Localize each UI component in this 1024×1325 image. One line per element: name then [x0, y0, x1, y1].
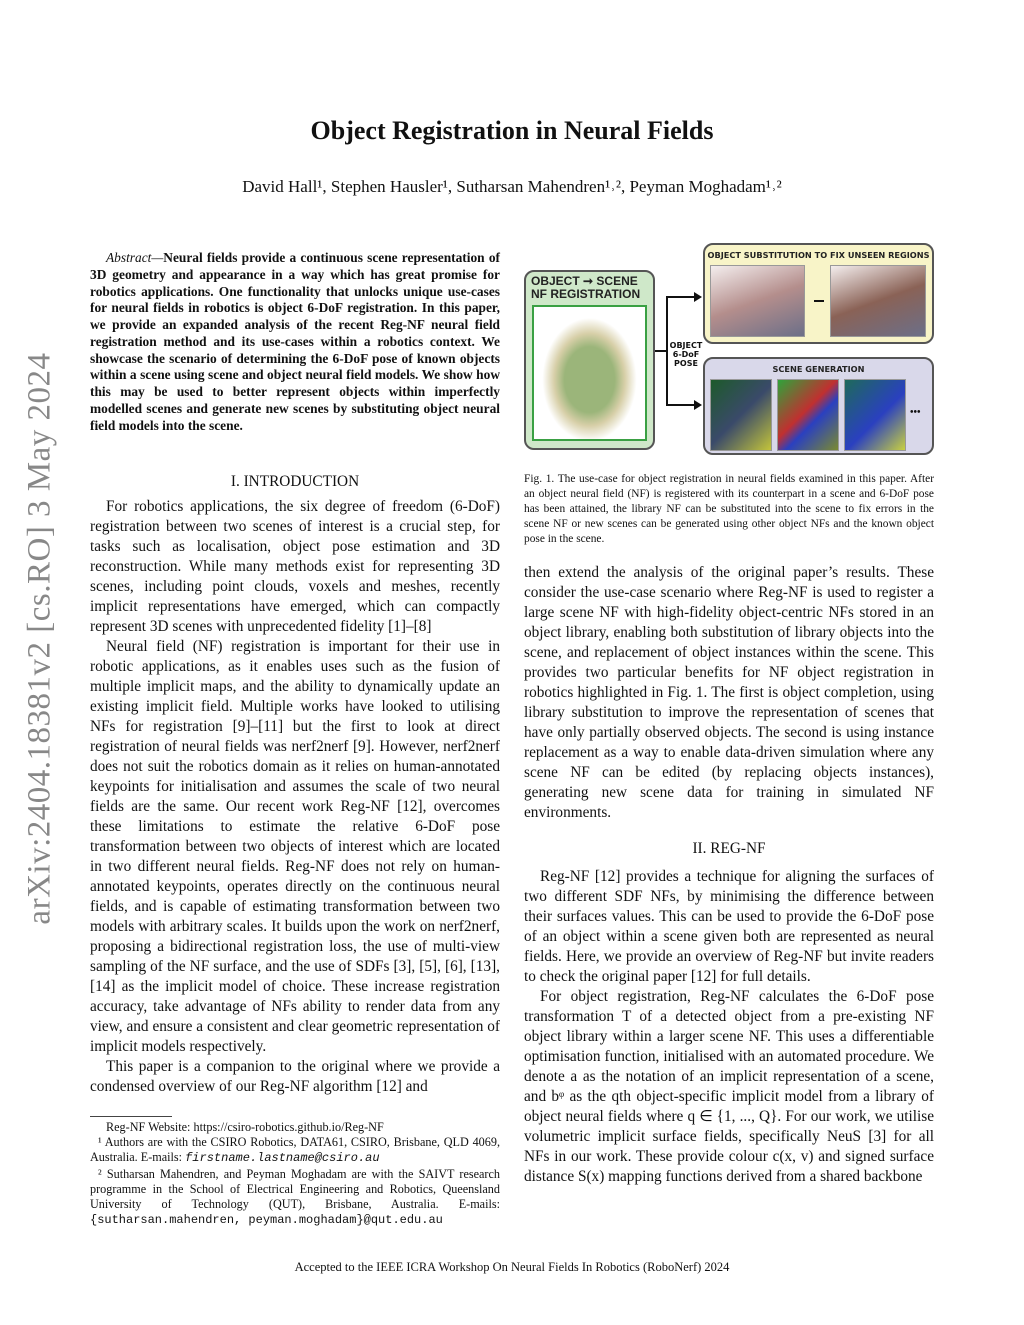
paper-title: Object Registration in Neural Fields	[310, 116, 714, 145]
pose-label: OBJECT 6-DoF POSE	[669, 341, 703, 368]
footnote-website: Reg-NF Website: https://csiro-robotics.github.io/Reg-NF	[106, 1120, 384, 1134]
paragraph: This paper is a companion to the original where we provide a condensed overview of our Reg-NF algorithm [12] and	[90, 1058, 500, 1095]
scene-image	[777, 379, 839, 451]
arrow-icon	[814, 300, 824, 302]
scene-image	[710, 379, 772, 451]
section-heading: I. INTRODUCTION	[230, 473, 360, 490]
page-footer: Accepted to the IEEE ICRA Workshop On Neural Fields In Robotics (RoboNerf) 2024	[294, 1260, 730, 1274]
paragraph: then extend the analysis of the original paper’s results. These consider the use-case scenario where Reg-NF is used to register a large scene NF with high-fidelity object-centric NFs stored in an object library, enabling both substitution of library objects into the scene, and replacement of object instances within the scene. This provides two particular benefits for NF object registration in robotics highlighted in Fig. 1. The first is object completion, using library substitution to improve the representation of scenes that have only partially observed objects. The second is using instance replacement as a way to enable data-driven simulation where any scene NF can be edited (by replacing objects instances), generating new scene data for training in simulated NF environments.	[524, 564, 934, 821]
email: firstname.lastname@csiro.au	[185, 1151, 380, 1166]
section-heading: II. REG-NF	[692, 840, 766, 857]
abstract	[90, 250, 500, 434]
ellipsis: •••	[910, 407, 921, 418]
right-column	[524, 563, 934, 1187]
figure-caption: Fig. 1. The use-case for object registration in neural fields examined in this paper. After an object neural field (NF) is registered with its counterpart in a scene and 6-DoF pose has been attained, the library NF can be substituted into the scene to fix errors in the scene NF or new scenes can be generated using other object NFs and the known object pose in the scene.	[524, 473, 934, 545]
paragraph: Reg-NF [12] provides a technique for aligning the surfaces of two different SDF NFs, by minimising the difference between their surfaces values. This can be used to provide the 6-DoF pose of an object within a scene given both are represented as neural fields. Here, we provide an overview of Reg-NF but invite readers to check the original paper [12] for full details.	[524, 868, 934, 985]
paragraph: For robotics applications, the six degree of freedom (6-DoF) registration between two scenes of interest is a crucial step, for tasks such as localisation, object pose estimation and 3D reconstruction. While many methods exist for representing 3D scenes, including point clouds, voxels and meshes, recently implicit representations have emerged, which can compactly represent 3D scenes with unprecedented fidelity [1]–[8]	[90, 498, 500, 635]
footnote-1: ¹ Authors are with the CSIRO Robotics, DATA61, CSIRO, Brisbane, QLD 4069, Australia. E-mails: firstname.lastname@csiro.au	[90, 1135, 500, 1166]
arrow-icon	[666, 404, 696, 406]
paragraph: For object registration, Reg-NF calculates the 6-DoF pose transformation T of a detected object from a pre-existing NF object library within a larger scene NF. This uses a differentiable optimisation function, initialised with an automated procedure. We denote a as the notation of an implicit representation of a scene, and bᵠ as the qth object-specific implicit model from a library of object neural fields where q ∈ {1, ..., Q}. For our work, we utilise volumetric implicit surface fields, specifically NeuS [3] for all NFs in our work. These provide colour c(x, v) and signed surface distance S(x) mapping functions derived from a shared backbone	[524, 988, 934, 1185]
arrowhead-icon	[694, 400, 702, 410]
arrowhead-icon	[694, 292, 702, 302]
registration-panel	[524, 270, 655, 450]
generation-panel: SCENE GENERATION •••	[703, 357, 934, 455]
author-list: David Hall¹, Stephen Hausler¹, Sutharsan Mahendren¹˒², Peyman Moghadam¹˒²	[242, 177, 782, 196]
arxiv-identifier: arXiv:2404.18381v2 [cs.RO] 3 May 2024	[21, 352, 58, 925]
arrow-icon	[666, 296, 696, 298]
footnotes	[90, 1120, 500, 1228]
footnote-2: ² Sutharsan Mahendren, and Peyman Moghadam are with the SAIVT research programme in the School of Electrical Engineering and Robotics, Queensland University of Technology (QUT), Brisbane, Australia. E-mails: {sutharsan.mahendren, peyman.moghadam}@qut.edu.au	[90, 1166, 500, 1228]
scene-image	[830, 265, 926, 337]
scene-image	[844, 379, 906, 451]
scene-image	[710, 265, 805, 337]
abstract-text: Neural fields provide a continuous scene representation of 3D geometry and appearance in a way which has great promise for robotics applications. One functionality that unlocks unique use-cases for neural fields in robotics is object 6-DoF registration. In this paper, we provide an expanded analysis of the recent Reg-NF neural field registration method and its use-cases within a robotics context. We showcase the scenario of determining the 6-DoF pose of known objects within a scene using scene and object neural field models. We show how this may be used to better represent objects within imperfectly modelled scenes and generate new scenes by substituting object neural field models into the scene.	[90, 250, 500, 433]
substitution-panel: OBJECT SUBSTITUTION TO FIX UNSEEN REGIONS	[703, 243, 934, 344]
pointcloud-image	[532, 305, 647, 441]
email: {sutharsan.mahendren, peyman.moghadam}@qut.edu.au	[90, 1213, 443, 1228]
footnote-rule	[90, 1116, 172, 1117]
abstract-label: Abstract—	[106, 250, 164, 265]
left-column	[90, 462, 500, 1097]
registration-title: OBJECT ➞ SCENE NF REGISTRATION	[531, 274, 641, 301]
paragraph: Neural field (NF) registration is important for their use in robotic applications, as it enables uses such as the fusion of multiple implicit maps, and the ability to dynamically update an existing implicit field. Multiple works have looked to utilising NFs for registration [9]–[11] but the first to look at direct registration of neural fields was nerf2nerf [9]. However, nerf2nerf does not suit the robotics domain as it relies on human-annotated keypoints for initialisation and assumes the scale of two neural fields are the same. Our recent work Reg-NF [12], overcomes these limitations to estimate the relative 6-DoF pose transformation between two objects of interest which are located in two different neural fields. Reg-NF does not rely on human-annotated keypoints, operates directly on the continuous neural fields, and is capable of estimating transformation between two models with arbitrary scales. It builds upon the work on nerf2nerf, proposing a bidirectional registration loss, the use of multi-view sampling of the NF surface, and the use of SDFs [3], [5], [6], [13], [14] as the implicit model of choice. These increase registration accuracy, take advantage of NFs ability to render data from any view, and ensure a consistent and clear geometric representation of implicit models respectively.	[90, 638, 500, 1055]
